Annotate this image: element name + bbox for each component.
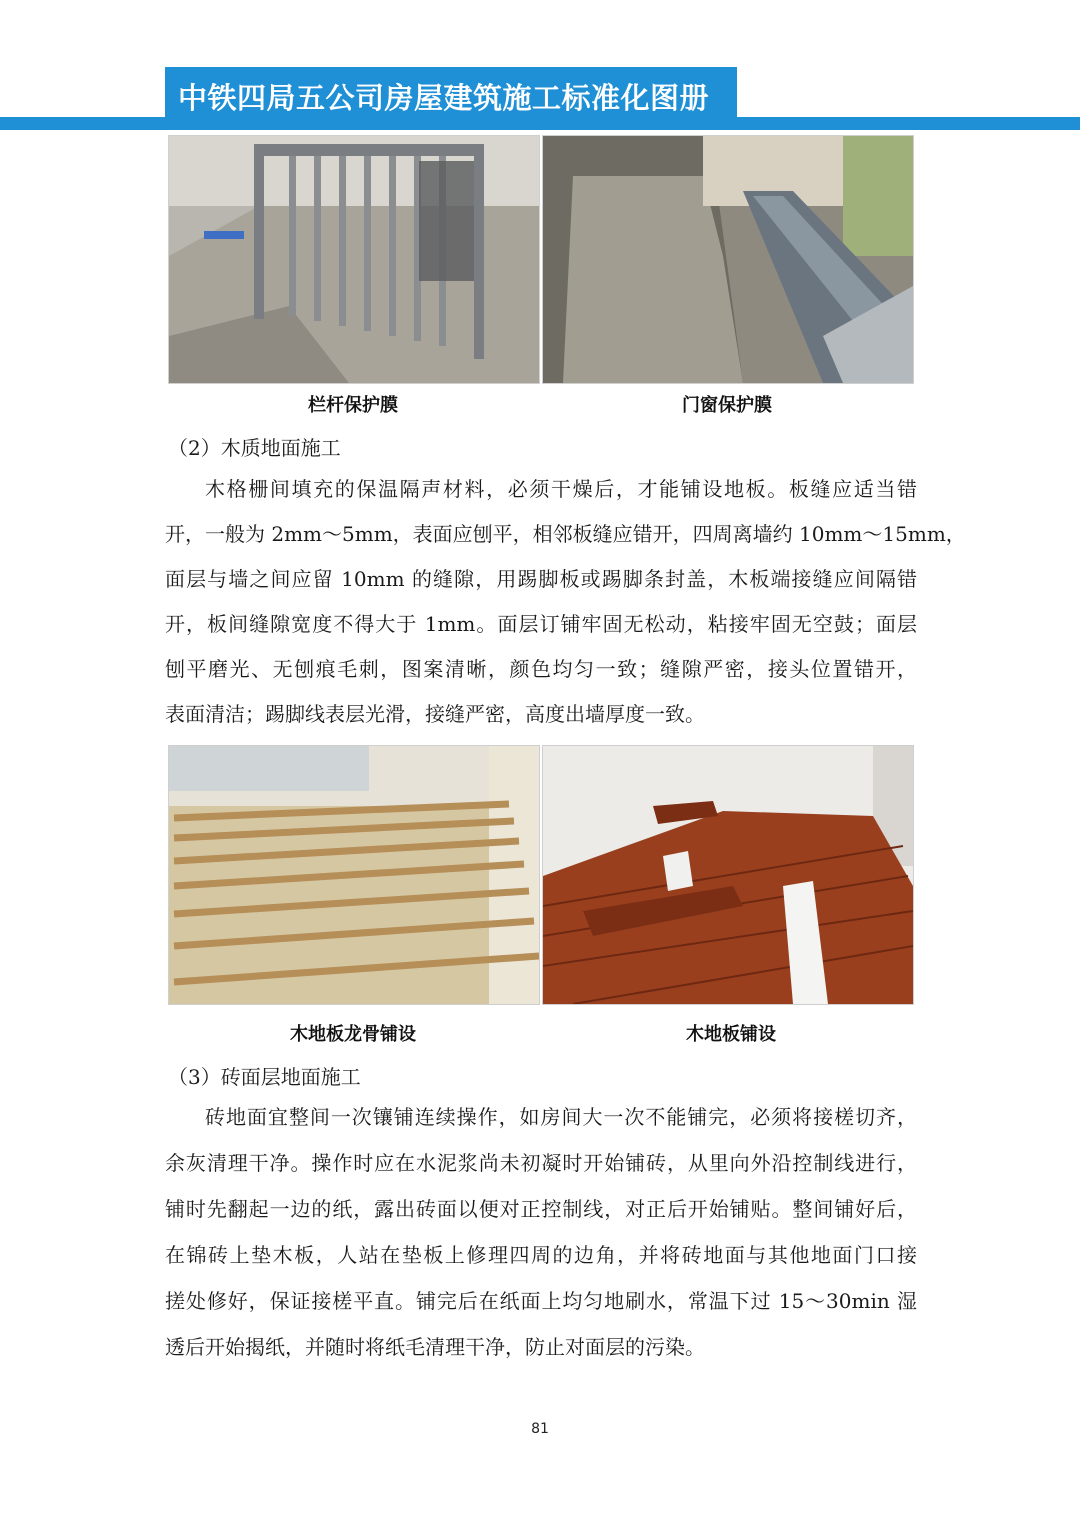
paragraph-line: 刨平磨光、无刨痕毛刺，图案清晰，颜色均匀一致；缝隙严密，接头位置错开， bbox=[165, 657, 917, 681]
photo-wood-floor-joist-laying bbox=[168, 745, 540, 1005]
caption-wood-floor-joist-laying: 木地板龙骨铺设 bbox=[290, 1024, 416, 1045]
page-title: 中铁四局五公司房屋建筑施工标准化图册 bbox=[178, 81, 710, 115]
caption-wood-floor-laying: 木地板铺设 bbox=[686, 1024, 776, 1045]
paragraph-line: 搓处修好，保证接槎平直。铺完后在纸面上均匀地刷水，常温下过 15～30min 湿 bbox=[165, 1289, 917, 1313]
photo-window-door-protective-film bbox=[542, 135, 914, 384]
paragraph-line: 余灰清理干净。操作时应在水泥浆尚未初凝时开始铺砖，从里向外沿控制线进行， bbox=[165, 1151, 917, 1175]
page-number: 81 bbox=[531, 1421, 549, 1437]
paragraph-line: 表面清洁；踢脚线表层光滑，接缝严密，高度出墙厚度一致。 bbox=[165, 702, 705, 726]
photo-wood-floor-laying bbox=[542, 745, 914, 1005]
paragraph-line: 开，板间缝隙宽度不得大于 1mm。面层订铺牢固无松动，粘接牢固无空鼓；面层 bbox=[165, 612, 917, 636]
paragraph-line: 面层与墙之间应留 10mm 的缝隙，用踢脚板或踢脚条封盖，木板端接缝应间隔错 bbox=[165, 567, 917, 591]
paragraph-line: 砖地面宜整间一次镶铺连续操作，如房间大一次不能铺完，必须将接槎切齐， bbox=[205, 1105, 917, 1129]
caption-window-door-protective-film: 门窗保护膜 bbox=[682, 395, 772, 416]
paragraph-line: 透后开始揭纸，并随时将纸毛清理干净，防止对面层的污染。 bbox=[165, 1335, 705, 1359]
paragraph-line: 在锦砖上垫木板，人站在垫板上修理四周的边角，并将砖地面与其他地面门口接 bbox=[165, 1243, 917, 1267]
photo-railing-protective-film bbox=[168, 135, 540, 384]
paragraph-line: 木格栅间填充的保温隔声材料，必须干燥后，才能铺设地板。板缝应适当错 bbox=[205, 477, 917, 501]
section-heading-wood-floor: （2）木质地面施工 bbox=[168, 436, 341, 460]
paragraph-line: 开，一般为 2mm～5mm，表面应刨平，相邻板缝应错开，四周离墙约 10mm～15mm， bbox=[165, 522, 966, 546]
caption-railing-protective-film: 栏杆保护膜 bbox=[308, 395, 398, 416]
section-heading-tile-floor: （3）砖面层地面施工 bbox=[168, 1065, 361, 1089]
paragraph-line: 铺时先翻起一边的纸，露出砖面以便对正控制线，对正后开始铺贴。整间铺好后， bbox=[165, 1197, 917, 1221]
